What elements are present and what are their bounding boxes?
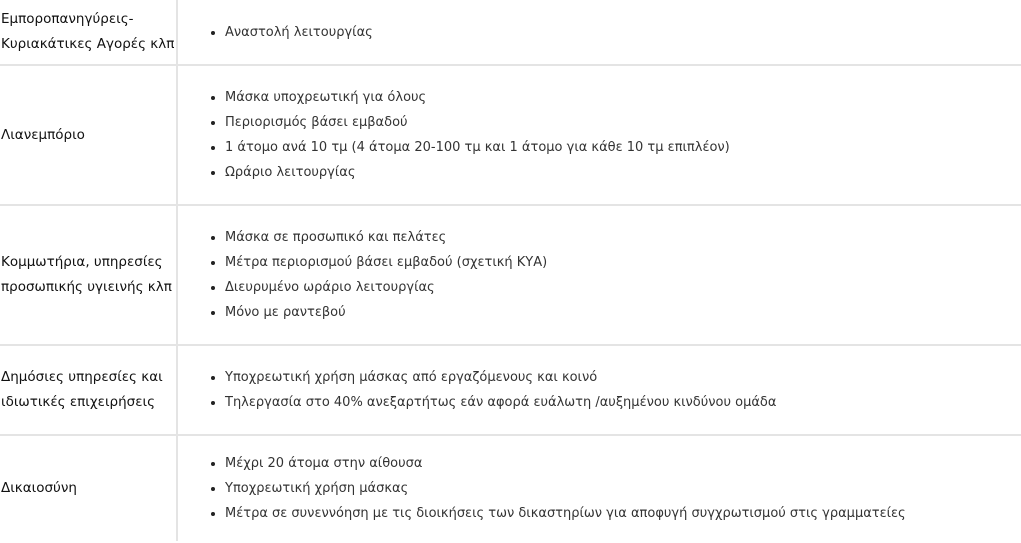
measures-cell [177,0,1021,65]
measures-cell [177,205,1021,345]
category-cell [0,65,177,205]
table-row [0,435,1021,541]
measure-item: • Περιορισμός βάσει εμβαδού [225,110,1021,135]
category-cell [0,435,177,541]
table-row [0,65,1021,205]
measure-item: • Υποχρεωτική χρήση μάσκας από εργαζόμενους και κοινό [225,365,1021,390]
category-label: Λιανεμπόριο [1,126,85,143]
measure-item: • Μόνο με ραντεβού [225,300,1021,325]
measure-item: • Μάσκα σε προσωπικό και πελάτες [225,225,1021,250]
table-row [0,0,1021,65]
measures-list [205,365,1021,415]
measures-list [205,225,1021,325]
measure-item: • Ωράριο λειτουργίας [225,160,1021,185]
category-label: Εμποροπανηγύρεις-Κυριακάτικες Αγορές κλπ [1,11,175,52]
measures-cell [177,435,1021,541]
category-cell [0,0,177,65]
measures-list [205,20,1021,45]
category-label: Κομμωτήρια, υπηρεσίες προσωπικής υγιεινής κλπ [1,254,172,295]
measure-item: • Μάσκα υποχρεωτική για όλους [225,85,1021,110]
measures-list [205,85,1021,185]
category-cell [0,205,177,345]
table-row [0,205,1021,345]
measure-item: • Διευρυμένο ωράριο λειτουργίας [225,275,1021,300]
category-cell [0,345,177,435]
measure-item: • Μέχρι 20 άτομα στην αίθουσα [225,451,1021,476]
measure-item: • Υποχρεωτική χρήση μάσκας [225,476,1021,501]
table-row [0,345,1021,435]
measures-cell [177,65,1021,205]
category-label: Δημόσιες υπηρεσίες και ιδιωτικές επιχειρήσεις [1,369,163,410]
category-label: Δικαιοσύνη [1,480,77,496]
measure-item: • Τηλεργασία στο 40% ανεξαρτήτως εάν αφορά ευάλωτη /αυξημένου κινδύνου ομάδα [225,390,1021,415]
measure-item: • Μέτρα σε συνεννόηση με τις διοικήσεις των δικαστηρίων για αποφυγή συγχρωτισμού στις γραμματείες [225,501,1021,526]
measure-item: • 1 άτομο ανά 10 τμ (4 άτομα 20-100 τμ και 1 άτομο για κάθε 10 τμ επιπλέον) [225,135,1021,160]
measures-list [205,451,1021,526]
measure-item: • Αναστολή λειτουργίας [225,20,1021,45]
measures-cell [177,345,1021,435]
measure-item: • Μέτρα περιορισμού βάσει εμβαδού (σχετική ΚΥΑ) [225,250,1021,275]
